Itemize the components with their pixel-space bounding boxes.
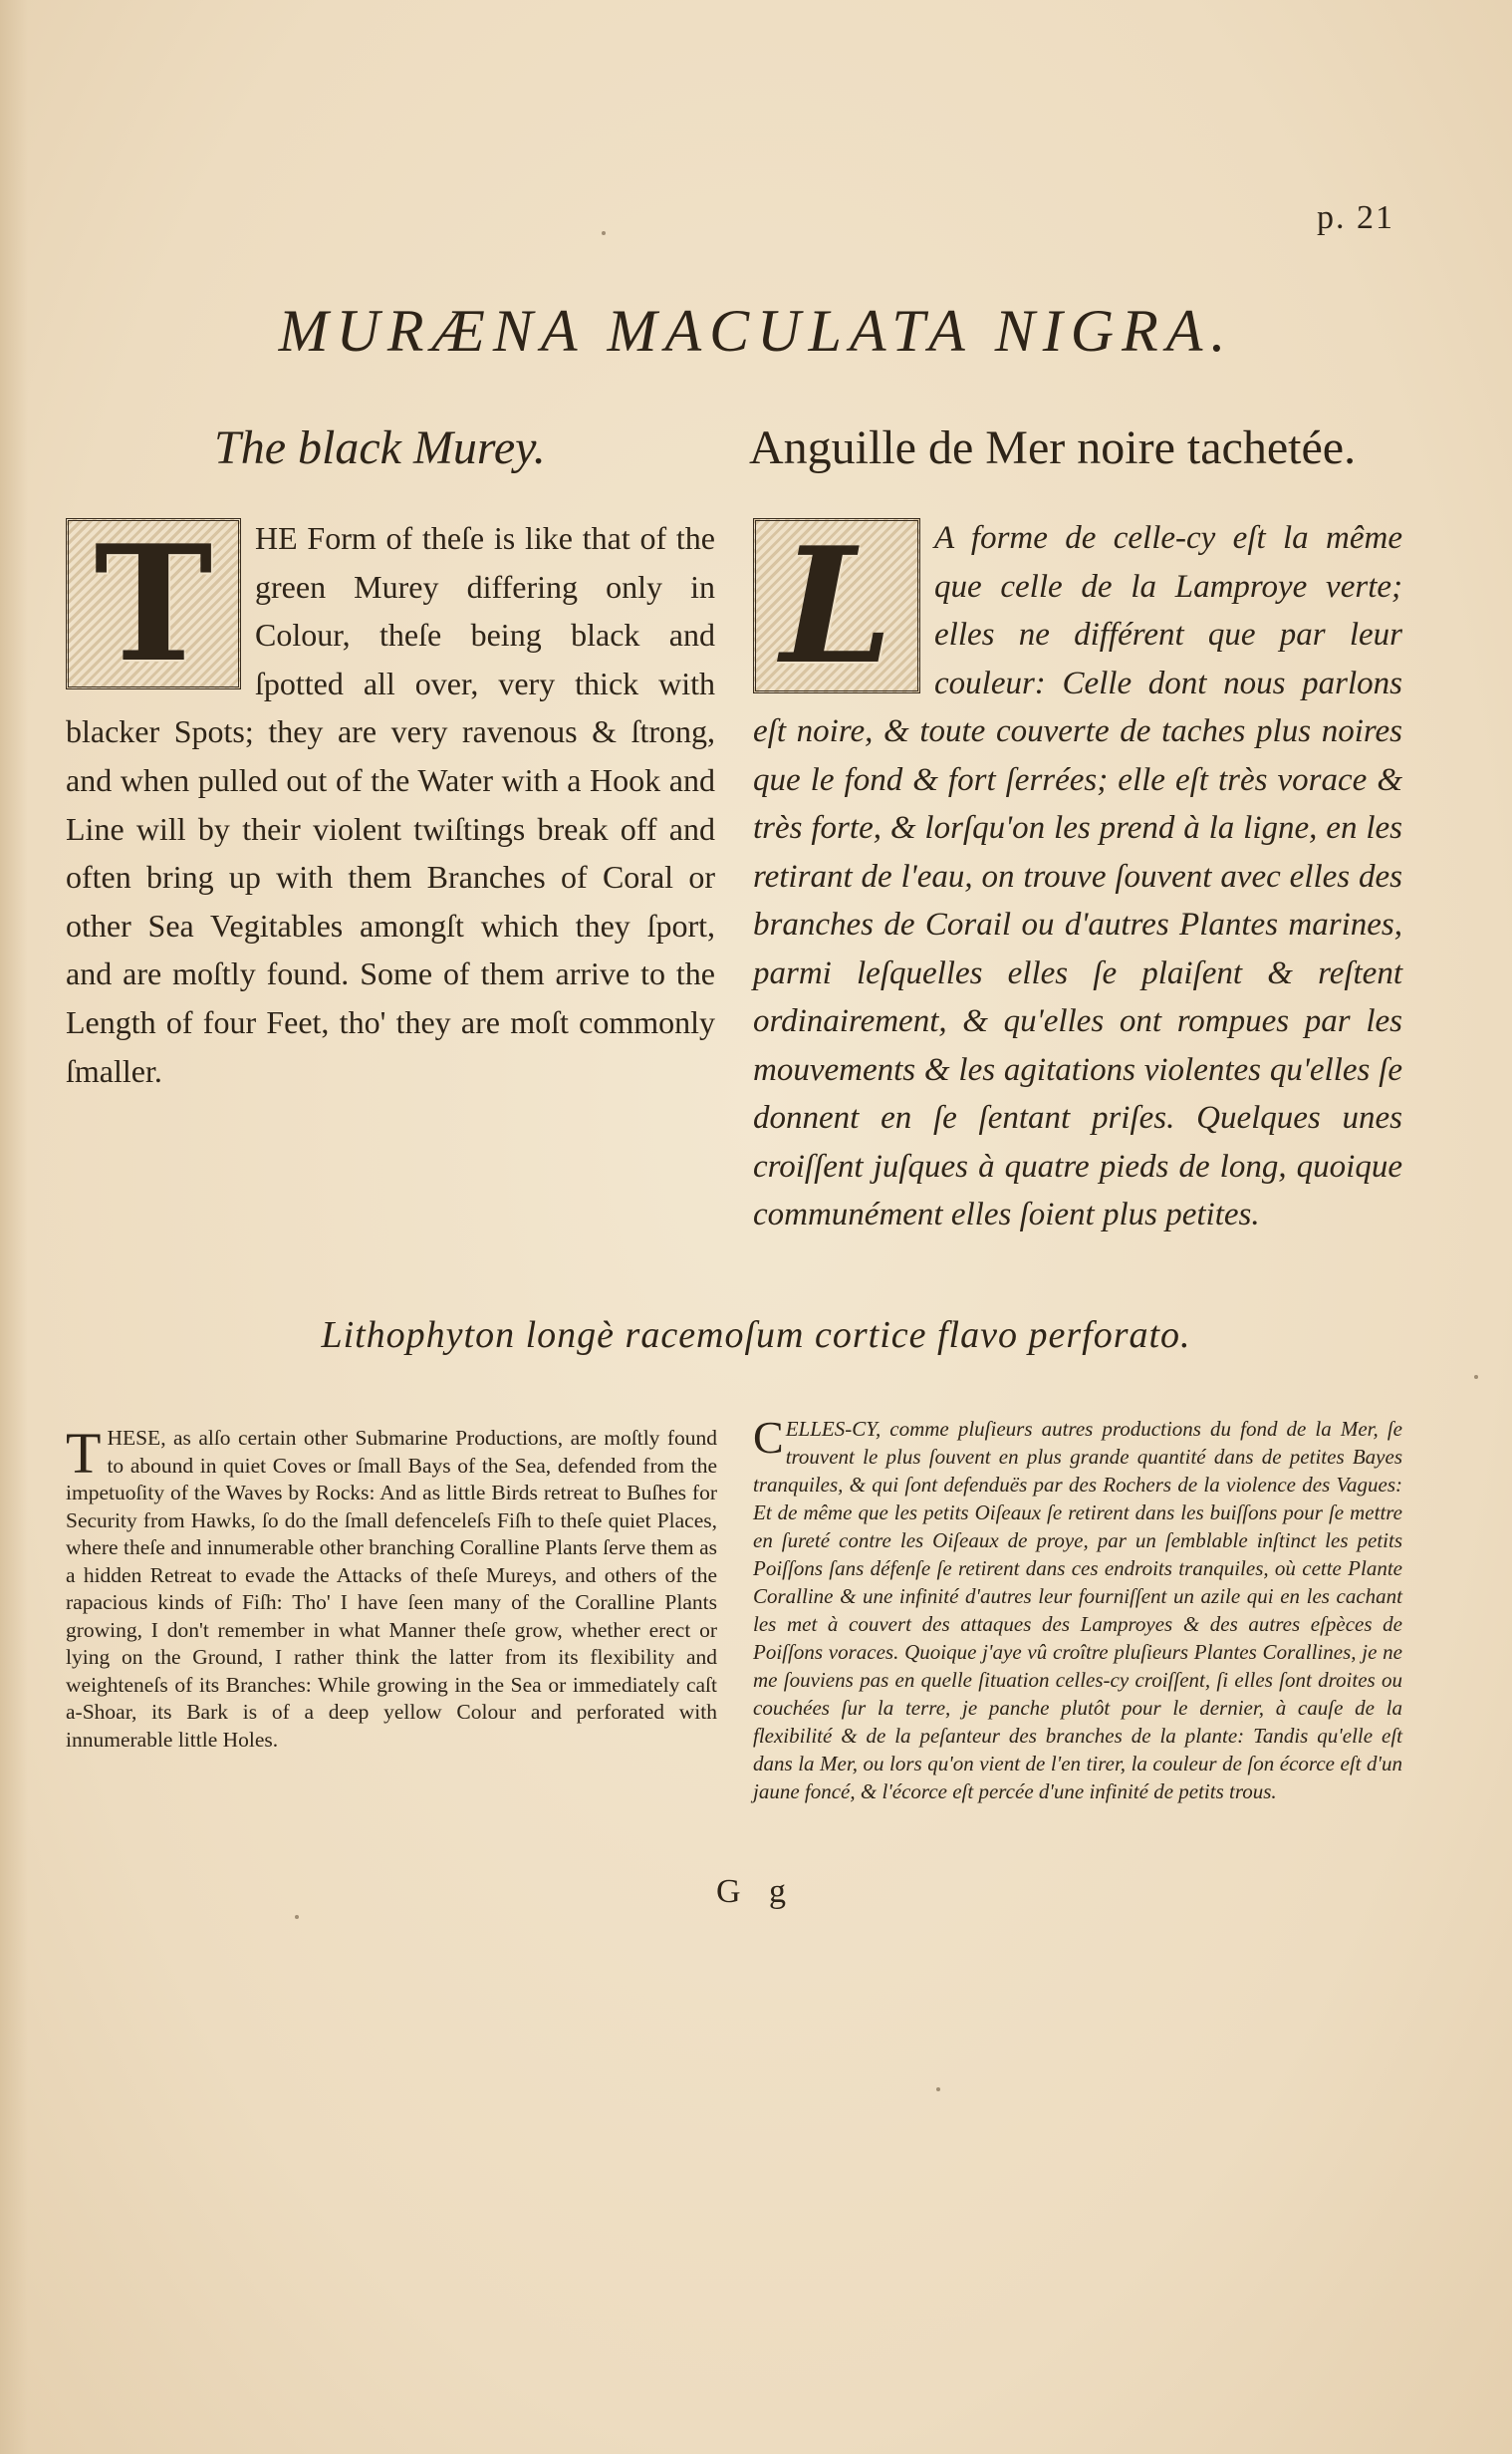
plant-initial-t: T: [66, 1421, 102, 1486]
paper-speck: [602, 231, 606, 235]
paper-speck: [936, 2087, 940, 2091]
english-heading: The black Murey.: [214, 421, 546, 474]
initial-letter: T: [94, 510, 213, 697]
french-heading: Anguille de Mer noire tachetée.: [749, 421, 1357, 474]
plant-french-description: [753, 1412, 1402, 1805]
french-description-text: A forme de celle-cy eſt la même que celle de la Lamproye verte; elles ne différent que par leur couleur: Celle dont nous parlons eſt noire, & toute couverte de taches plus noires que le fond & fort ſerrées; elle eſt très vorace & très forte, & lorſqu'on les prend à la ligne, en les retirant de l'eau, on trouve ſouvent avec elles des branches de Corail ou d'autres Plantes marines, parmi leſquelles elles ſe plaiſent & reſtent ordinairement, & qu'elles ont rompues par les mouvements & les agitations violentes qu'elles ſe donnent en ſe ſentant priſes. Quelques unes croiſſent juſques à quatre pieds de long, quoique communément elles ſoient plus petites.: [753, 520, 1402, 1232]
english-description: [66, 510, 715, 1095]
french-description: [753, 514, 1402, 1239]
ornamental-initial-l: [753, 512, 920, 699]
ornamental-initial-t: [66, 510, 241, 697]
page-number: p. 21: [1317, 199, 1394, 236]
initial-letter: L: [780, 512, 893, 699]
paper-speck: [1474, 1375, 1478, 1379]
plant-title: Lithophyton longè racemoſum cortice flavo perforato.: [321, 1314, 1191, 1356]
plant-french-text: ELLES-CY, comme pluſieurs autres productions du fond de la Mer, ſe trouvent le plus ſouvent en plus grande quantité dans de petites Bayes tranquiles, & qui ſont defenduës par des Rochers de la violence des Vagues: Et de même que les petits Oiſeaux ſe retirent dans les buiſſons pour ſe mettre en ſureté contre les Oiſeaux de proye, par un ſemblable inſtinct les petits Poiſſons ſans défenſe ſe retirent dans ces endroits tranquiles, où cette Plante Coralline & une infinité d'autres leur fourniſſent un azile qui en les cachant les met à couvert des attaques des Lamproyes & des autres eſpèces de Poiſſons voraces. Quoique j'aye vû croître pluſieurs Plantes Corallines, je ne me ſouviens pas en quelle ſituation celles-cy croiſſent, ſi elles ſont droites ou couchées ſur la terre, je panche plutôt pour le dernier, à cauſe de la flexibilité & de la peſanteur des branches de la plante: Tandis qu'elle eſt dans la Mer, ou lors qu'on vient de l'en tirer, la couleur de ſon écorce eſt d'un jaune foncé, & l'écorce eſt percée d'une infinité de petits trous.: [753, 1417, 1402, 1803]
page-gutter-shadow: [0, 0, 28, 2454]
plant-initial-c: C: [753, 1412, 784, 1463]
paper-speck: [295, 1915, 299, 1919]
plant-english-description: [66, 1421, 717, 1754]
plant-english-text: HESE, as alſo certain other Submarine Productions, are moſtly found to abound in quiet Coves or ſmall Bays of the Sea, defended from the impetuoſity of the Waves by Rocks: And as little Birds retreat to Buſhes for Security from Hawks, ſo do the ſmall defenceleſs Fiſh to theſe quiet Places, where theſe and innumerable other branching Coralline Plants ſerve them as a hidden Retreat to evade the Attacks of theſe Mureys, and others of the rapacious kinds of Fiſh: Tho' I have ſeen many of the Coralline Plants growing, I don't remember in what Manner theſe grow, whether erect or lying on the Ground, I rather think the latter from its flexibility and weighteneſs of its Branches: While growing in the Sea or immediately caſt a-Shoar, its Bark is of a deep yellow Colour and perforated with innumerable little Holes.: [66, 1426, 717, 1752]
signature-mark: G g: [715, 1873, 797, 1910]
english-description-text: HE Form of theſe is like that of the green Murey differing only in Colour, theſe being black and ſpotted all over, very thick with blacker Spots; they are very ravenous & ſtrong, and when pulled out of the Water with a Hook and Line will by their violent twiſtings break off and often bring up with them Branches of Coral or other Sea Vegitables amongſt which they ſport, and are moſtly found. Some of them arrive to the Length of four Feet, tho' they are moſt commonly ſmaller.: [66, 520, 715, 1089]
page-title: MURÆNA MACULATA NIGRA.: [278, 298, 1234, 364]
